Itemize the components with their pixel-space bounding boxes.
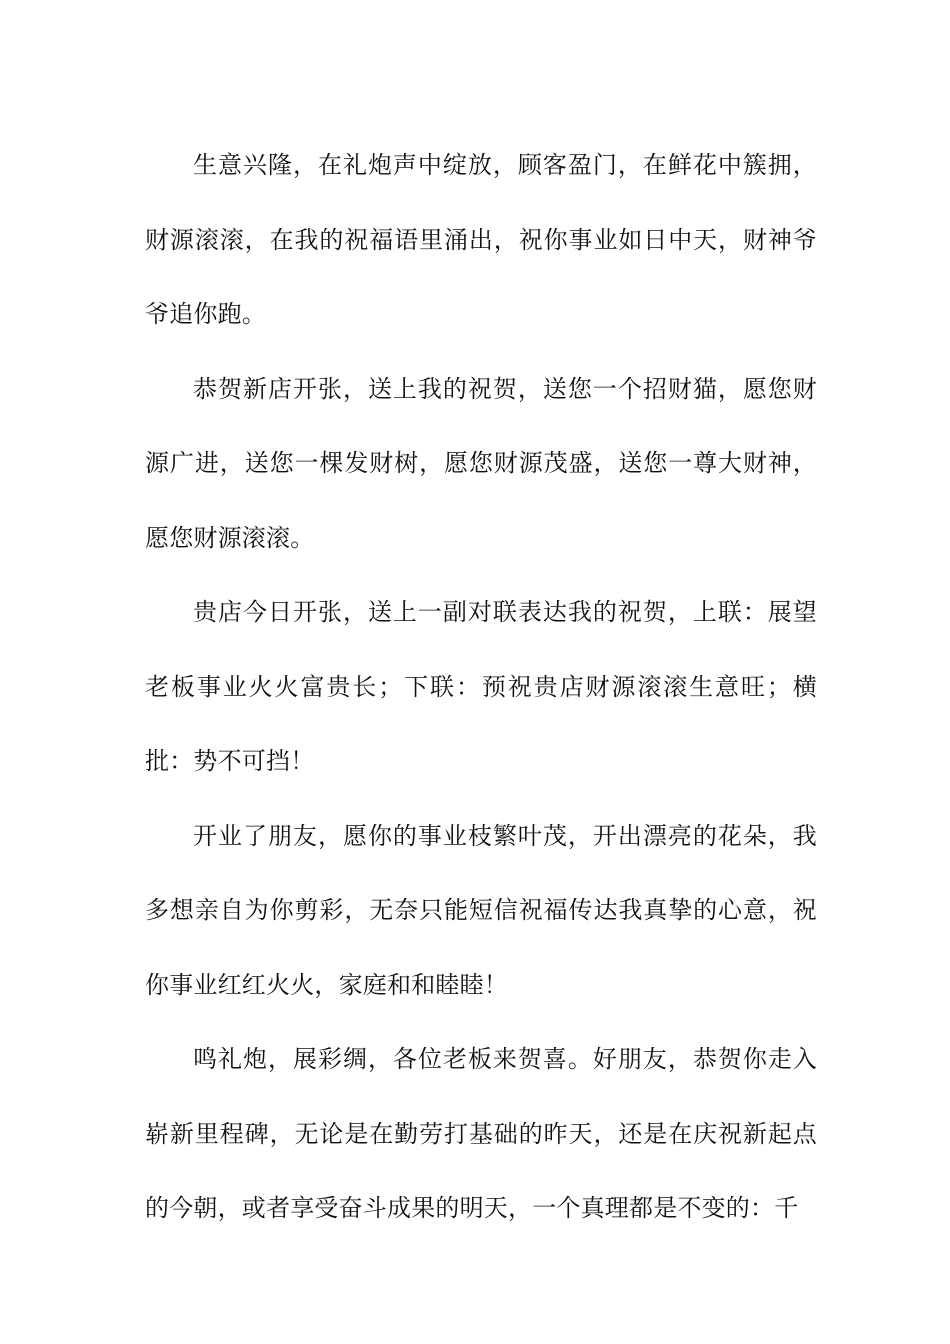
document-body (145, 128, 817, 1246)
paragraph-4: 开业了朋友，愿你的事业枝繁叶茂，开出漂亮的花朵，我多想亲自为你剪彩，无奈只能短信祝福传达我真挚的心意，祝你事业红红火火，家庭和和睦睦！ (145, 821, 817, 999)
paragraph-1: 生意兴隆，在礼炮声中绽放，顾客盈门，在鲜花中簇拥，财源滚滚，在我的祝福语里涌出，祝你事业如日中天，财神爷爷追你跑。 (145, 151, 817, 328)
paragraph-2: 恭贺新店开张，送上我的祝贺，送您一个招财猫，愿您财源广进，送您一棵发财树，愿您财源茂盛，送您一尊大财神，愿您财源滚滚。 (145, 374, 817, 552)
paragraph-3: 贵店今日开张，送上一副对联表达我的祝贺，上联：展望老板事业火火富贵长；下联：预祝贵店财源滚滚生意旺；横批：势不可挡！ (145, 598, 817, 775)
paragraph-5: 鸣礼炮，展彩绸，各位老板来贺喜。好朋友，恭贺你走入崭新里程碑，无论是在勤劳打基础的昨天，还是在庆祝新起点的今朝，或者享受奋斗成果的明天，一个真理都是不变的：千 (145, 1045, 817, 1222)
